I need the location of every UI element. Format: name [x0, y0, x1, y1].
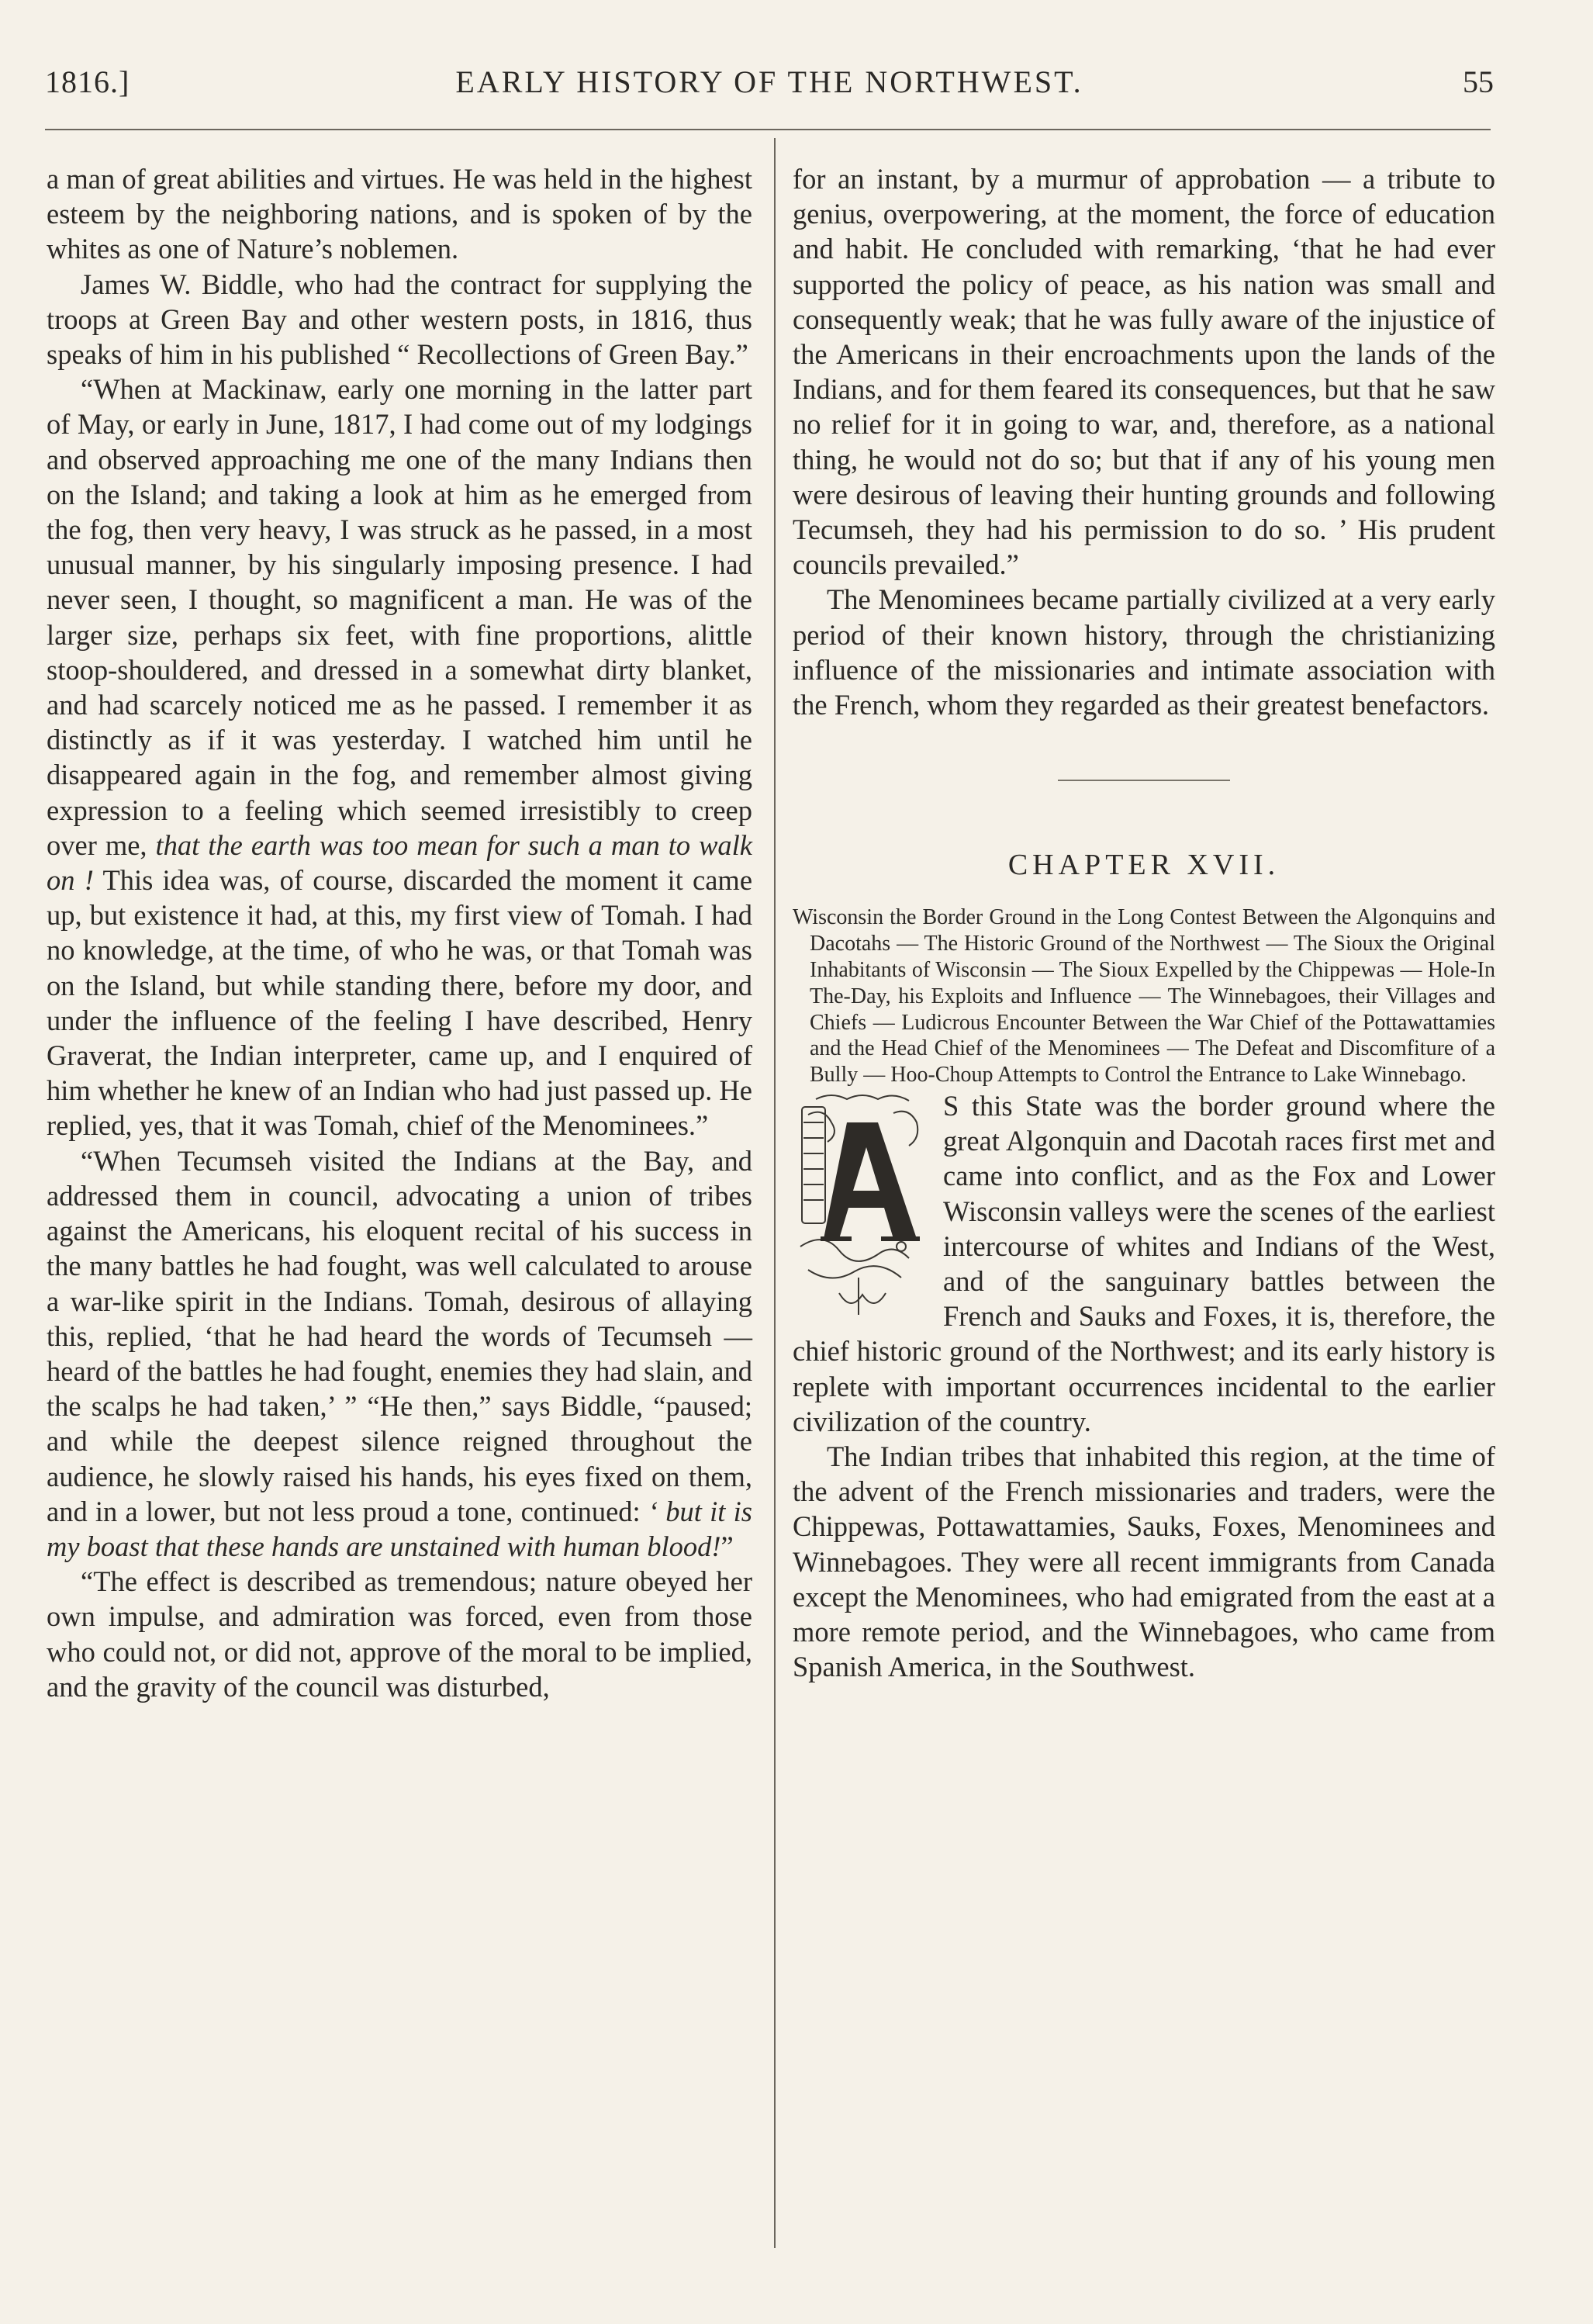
ornamental-initial-icon — [793, 1091, 932, 1316]
left-column — [47, 161, 752, 1704]
chapter-title: CHAPTER XVII. — [1007, 849, 1280, 882]
running-header — [45, 64, 1494, 110]
column-divider — [774, 138, 776, 2248]
italic-quote: that the earth was too mean for such a man to walk on ! — [47, 828, 753, 897]
paragraph-text: This idea was, of course, discarded the moment it came up, but existence it had, at this, my first view of Tomah. I had no knowledge, at the time, of who he was, or that Tomah was on the Island, but while standing there, before my door, and under the influence of the feeling I have described, Henry Graverat, the Indian interpreter, came up, and I enquired of him whether he knew of an Indian who had just passed up. He replied, yes, that it was Tomah, chief of the Menominees.” — [47, 864, 753, 1142]
paragraph: The Indian tribes that inhabited this region, at the time of the advent of the French missionaries and traders, were the Chippewas, Pottawattamies, Sauks, Foxes, Menominees and Winnebagoes. They were all recent immigrants from Canada except the Menominees, who had emigrated from the east at a more remote period, and the Winnebagoes, who came from Spanish America, in the Southwest. — [793, 1440, 1495, 1683]
section-divider — [1058, 780, 1230, 781]
paragraph — [793, 1088, 1495, 1439]
paragraph-text: ” — [720, 1530, 734, 1562]
right-column — [793, 161, 1495, 1684]
header-year: 1816.] — [45, 64, 130, 99]
paragraph: The Menominees became partially civilized at a very early period of their known history, through the christianizing influence of the missionaries and intimate association with the French, whom they regarded as their greatest benefactors. — [793, 583, 1495, 721]
chapter-synopsis: Wisconsin the Border Ground in the Long Contest Between the Algonquins and Dacotahs — The Historic Ground of the Northwest — The Sioux the Original Inhabitants of Wisconsin — The Sioux Expelled by the Chippewas — Hole-In The-Day, his Exploits and Influence — The Winnebagoes, their Villages and Chiefs — Ludicrous Encounter Between the War Chief of the Pottawattamies and the Head Chief of the Menominees — The Defeat and Discomfiture of a Bully — Hoo-Choup Attempts to Control the Entrance to Lake Winnebago. — [793, 905, 1495, 1088]
header-title: EARLY HISTORY OF THE NORTHWEST. — [455, 64, 1083, 99]
paragraph-text: “When Tecumseh visited the Indians at the Bay, and addressed them in council, advocating a union of tribes against the Americans, his eloquent recital of his success in the many battles he had fought, was well calculated to arouse a war-like spirit in the Indians. Tomah, desirous of allaying this, replied, ‘that he had heard the words of Tecumseh — heard of the battles he had fought, enemies they had slain, and the scalps he had taken,’ ” “He then,” says Biddle, “paused; and while the deepest silence reigned throughout the audience, he slowly raised his hands, his eyes fixed on them, and in a lower, but not less proud a tone, continued: — [47, 1144, 752, 1527]
paragraph: a man of great abilities and virtues. He was held in the highest esteem by the neighboring nations, and is spoken of by the whites as one of Nature’s noblemen. — [47, 163, 752, 265]
paragraph: “The effect is described as tremendous; nature obeyed her own impulse, and admiration was forced, even from those who could not, or did not, approve of the moral to be implied, and the gravity of the council was disturbed, — [47, 1565, 752, 1703]
page-number: 55 — [1463, 64, 1494, 99]
header-rule — [45, 129, 1491, 130]
italic-quote: ‘ but it is my boast that these hands are unstained with human blood! — [47, 1495, 752, 1562]
paragraph — [47, 372, 752, 1143]
paragraph: James W. Biddle, who had the contract for supplying the troops at Green Bay and other western posts, in 1816, thus speaks of him in his published “ Recollections of Green Bay.” — [47, 268, 752, 371]
paragraph: for an instant, by a murmur of approbation — a tribute to genius, overpowering, at the moment, the force of education and habit. He concluded with remarking, ‘that he had ever supported the policy of peace, as his nation was small and consequently weak; that he was fully aware of the injustice of the Americans in their encroachments upon the lands of the Indians, and for them feared its consequences, but that he saw no relief for it in going to war, and, therefore, as a national thing, he would not do so; but that if any of his young men were desirous of leaving their hunting grounds and following Tecumseh, they had his permission to do so. ’ His prudent councils prevailed.” — [793, 163, 1495, 581]
paragraph-text: “When at Mackinaw, early one morning in the latter part of May, or early in June, 1817, I had come out of my lodgings and observed approaching me one of the many Indians then on the Island; and taking a look at him as he emerged from the fog, then very heavy, I was struck as he passed, in a most unusual manner, by his singularly imposing presence. I had never seen, I thought, so magnificent a man. He was of the larger size, perhaps six feet, with fine proportions, alittle stoop-shouldered, and dressed in a somewhat dirty blanket, and had scarcely noticed me as he passed. I remember it as distinctly as if it was yesterday. I watched him until he disappeared again in the fog, and remember almost giving expression to a feeling which seemed irresistibly to creep over me, — [47, 373, 752, 861]
paragraph — [47, 1143, 752, 1564]
paragraph-text: S this State was the border ground where the great Algonquin and Dacotah races first met and came into conflict, and as the Fox and Lower Wisconsin valleys were the scenes of the earliest intercourse of whites and Indians of the West, and of the sanguinary battles between the French and Sauks and Foxes, it is, therefore, the chief historic ground of the Northwest; and its early history is replete with important occurrences incidental to the earlier civilization of the country. — [793, 1090, 1495, 1437]
